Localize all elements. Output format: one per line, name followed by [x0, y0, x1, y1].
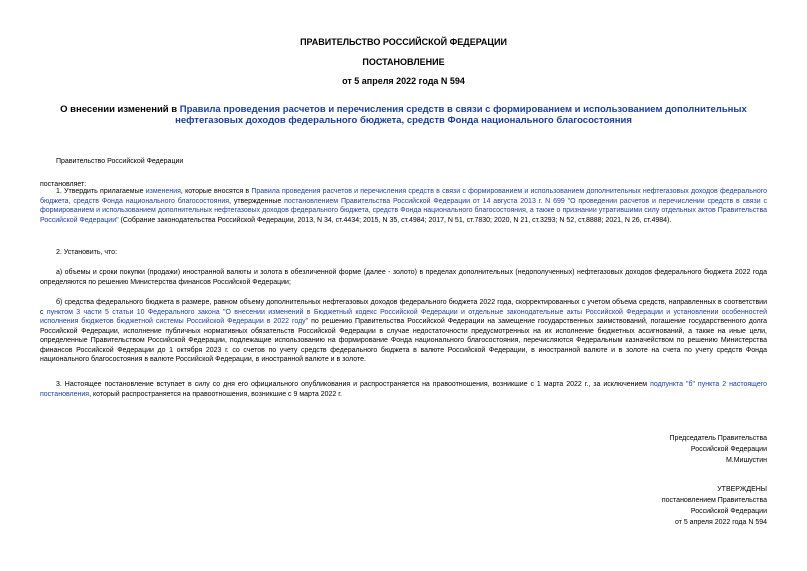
federal-law-link[interactable]: пунктом 3 части 5 статьи 10 Федерального закона "О внесении изменений в Бюджетный кодекс Российской Федерации и отдельные законодательные акты Российской Федерации и установлении особенностей исполнения бюджетов бюджетной системы Российской Федерации в 2022 году": [40, 308, 767, 325]
government-line: Правительство Российской Федерации: [56, 158, 184, 165]
pb-text-2: по решению Правительства Российской Федерации на замещение государственных заимствований, погашение государственного долга Российской Федерации, исполнение публичных нормативных обязательств Российской Федерации в случае недостаточности предусмотренных на их исполнение бюджетных ассигнований, а также на иные цели, определенные Правительством Российской Федерации, подлежащие использованию на формирование Фонда национального благосостояния, перечисляются Федеральным казначейством по решению Министерства финансов Российской Федерации до 1 октября 2023 г. со счетов по учету средств федерального бюджета в валюте Российской Федерации, в иностранной валюте и в золоте на счета по учету средств Фонда национального благосостояния в валюте Российской Федерации, в иностранной валюте и в золоте.: [40, 318, 767, 363]
signature-title: Председатель Правительства: [669, 435, 767, 442]
p1-text-4: (Собрание законодательства Российской Федерации, 2013, N 34, ст.4434; 2015, N 35, ст.4984; 2017, N 51, ст.7830; 2020, N 21, ст.3293; N 52, ст.8888; 2021, N 26, ст.4984).: [118, 216, 672, 224]
rules-link[interactable]: Правила проведения расчетов и перечисления средств в связи с формированием и использованием дополнительных нефтегазовых доходов федерального бюджета, средств Фонда национального благосостояния: [40, 188, 768, 205]
resolves-line: постановляет:: [40, 181, 87, 188]
approval-by: постановлением Правительства: [661, 497, 767, 504]
p1-text-3: , утвержденные: [229, 197, 285, 205]
paragraph-2: 2. Установить, что:: [56, 249, 118, 256]
title-prefix: О внесении изменений в: [60, 104, 180, 115]
p1-text-1: 1. Утвердить прилагаемые: [56, 188, 146, 195]
subparagraph-a: а) объемы и сроки покупки (продажи) иностранной валюты и золота в обезличенной форме (далее - золото) в пределах дополнительных (недополученных) нефтегазовых доходов федерального бюджета 2022 года определяются по решению Министерства финансов Российской Федерации;: [40, 269, 767, 286]
government-heading: ПРАВИТЕЛЬСТВО РОССИЙСКОЙ ФЕДЕРАЦИИ: [300, 37, 507, 47]
document-type-heading: ПОСТАНОВЛЕНИЕ: [362, 57, 445, 67]
signature-country: Российской Федерации: [690, 446, 767, 453]
date-number-heading: от 5 апреля 2022 года N 594: [342, 76, 465, 86]
paragraph-3: [40, 380, 767, 399]
subparagraph-b-link[interactable]: подпункта "б" пункта 2 настоящего постановления: [40, 381, 768, 398]
document-title: [40, 104, 767, 126]
paragraph-1: [40, 187, 767, 225]
approval-title: УТВЕРЖДЕНЫ: [717, 486, 767, 493]
p3-text-1: 3. Настоящее постановление вступает в силу со дня его официального опубликования и распространяется на правоотношения, возникшие с 1 марта 2022 г., за исключением: [56, 381, 651, 388]
p3-text-2: , который распространяется на правоотношения, возникшие с 9 марта 2022 г.: [89, 390, 342, 398]
approval-block: [527, 484, 767, 528]
p1-text-2: , которые вносятся в: [180, 188, 252, 195]
signature-name: М.Мишустин: [725, 457, 767, 464]
resolution-699-link[interactable]: постановлением Правительства Российской Федерации от 14 августа 2013 г. N 699 "О проведении расчетов и перечислении средств в связи с формированием и использованием дополнительных нефтегазовых доходов федерального бюджета, средств Фонда национального благосостояния, а также о признании утратившими силу отдельных актов Правительства Российской Федерации": [40, 197, 767, 224]
pb-text-1: б) средства федерального бюджета в размере, равном объему дополнительных нефтегазовых доходов федерального бюджета 2022 года, скорректированных с учетом объема средств, направленных в соответствии с: [40, 299, 767, 316]
subparagraph-b: [40, 298, 767, 365]
approval-country: Российской Федерации: [690, 508, 767, 515]
signature-block: [527, 433, 767, 466]
title-rules-link[interactable]: Правила проведения расчетов и перечисления средств в связи с формированием и использованием дополнительных нефтегазовых доходов федерального бюджета, средств Фонда национального благосостояния: [175, 104, 747, 126]
amendments-link[interactable]: изменения: [145, 188, 181, 195]
approval-date: от 5 апреля 2022 года N 594: [674, 519, 767, 526]
